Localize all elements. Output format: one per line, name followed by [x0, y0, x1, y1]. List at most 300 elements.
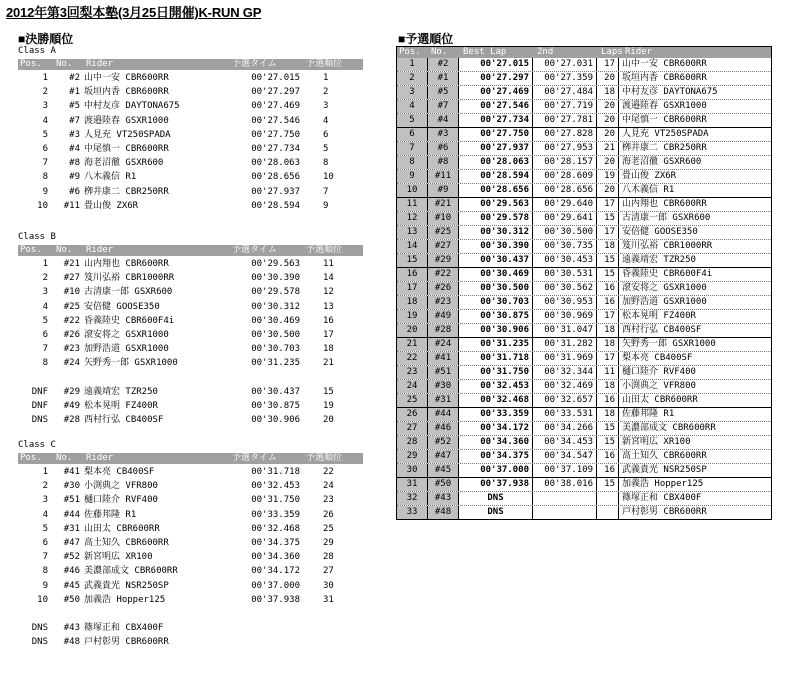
time-cell: 00'37.000 [251, 580, 300, 591]
table-row [397, 478, 771, 492]
qual-cell: 22 [323, 467, 334, 477]
class-header [18, 59, 363, 70]
qual-cell: 18 [323, 344, 334, 355]
time-cell: 00'28.594 [251, 200, 300, 211]
class-header [18, 245, 363, 256]
table-row [397, 464, 771, 478]
no-cell: #49 [428, 310, 459, 323]
no-cell: #9 [69, 172, 80, 183]
no-cell: #46 [428, 422, 459, 435]
second-cell: 00'34.266 [533, 422, 597, 435]
laps-cell: 20 [597, 156, 619, 169]
table-row [18, 622, 363, 635]
pos-cell: 3 [42, 101, 48, 112]
qual-cell: 2 [323, 87, 329, 98]
page-title: 2012年第3回梨本塾(3月25日開催)K-RUN GP [6, 5, 262, 20]
no-cell: #7 [69, 115, 80, 126]
second-cell: 00'30.953 [533, 296, 597, 309]
no-cell: #27 [63, 273, 80, 284]
table-row [18, 272, 363, 285]
no-cell: #47 [63, 538, 80, 548]
table-row [18, 523, 363, 536]
second-cell: 00'27.031 [533, 58, 597, 71]
col-qual: 予選順位 [306, 453, 343, 463]
best-lap-cell: 00'32.468 [459, 394, 533, 407]
laps-cell: 15 [597, 478, 619, 491]
no-cell: #4 [428, 114, 459, 127]
best-lap-cell: 00'33.359 [459, 408, 533, 421]
laps-cell [597, 506, 619, 519]
pos-cell: 7 [42, 552, 48, 563]
best-lap-cell: 00'31.235 [459, 338, 533, 351]
col-rider: Rider [86, 453, 114, 463]
qual-cell: 8 [323, 158, 329, 169]
table-row [397, 114, 771, 128]
second-cell: 00'32.657 [533, 394, 597, 407]
rider-cell: 山中一安 CBR600RR [84, 73, 169, 83]
pos-cell: 2 [397, 72, 428, 85]
table-row [397, 212, 771, 226]
qual-cell: 9 [323, 200, 329, 211]
best-lap-cell: 00'29.563 [459, 198, 533, 211]
qual-cell: 15 [323, 386, 334, 397]
best-lap-cell: 00'28.063 [459, 156, 533, 169]
qual-cell: 17 [323, 330, 334, 340]
time-cell: 00'31.235 [251, 358, 300, 369]
best-lap-cell: 00'30.437 [459, 254, 533, 267]
table-row [397, 170, 771, 184]
no-cell: #3 [69, 129, 80, 140]
no-cell: #25 [63, 301, 80, 312]
pos-cell: 8 [42, 566, 48, 577]
pos-cell: 10 [37, 200, 48, 211]
rider-cell: 笈川弘裕 CBR1000RR [622, 241, 713, 251]
pos-cell: 1 [42, 73, 48, 83]
no-cell: #2 [428, 58, 459, 71]
table-row [18, 100, 363, 113]
qual-cell: 20 [323, 415, 334, 425]
time-cell: 00'29.578 [251, 287, 300, 298]
table-row [397, 268, 771, 282]
best-lap-cell: 00'27.469 [459, 86, 533, 99]
pos-cell: 15 [397, 254, 428, 267]
pos-cell: 16 [397, 268, 428, 281]
table-row [397, 86, 771, 100]
no-cell: #49 [63, 400, 80, 411]
rider-cell: 梨本亮 CB400SF [622, 353, 693, 363]
table-row [397, 408, 771, 422]
no-cell: #30 [63, 481, 80, 492]
class-header [18, 453, 363, 464]
laps-cell: 16 [597, 450, 619, 463]
qual-cell: 25 [323, 523, 334, 534]
pos-cell: 6 [42, 144, 48, 154]
pos-cell: DNS [31, 623, 48, 633]
rider-cell: 戸村彰男 CBR600RR [84, 637, 169, 648]
pos-cell: 6 [397, 128, 428, 141]
qual-cell: 24 [323, 481, 334, 492]
best-lap-cell: 00'31.750 [459, 366, 533, 379]
second-cell: 00'28.157 [533, 156, 597, 169]
rider-cell: 篠塚正和 CBX400F [84, 623, 164, 633]
second-cell: 00'29.641 [533, 212, 597, 225]
no-cell: #9 [428, 184, 459, 197]
second-cell: 00'30.531 [533, 268, 597, 281]
time-cell: 00'31.718 [251, 467, 300, 477]
second-cell: 00'30.562 [533, 282, 597, 295]
second-cell: 00'37.109 [533, 464, 597, 477]
rider-cell: 坂垣内香 CBR600RR [84, 87, 169, 98]
table-row [18, 551, 363, 564]
laps-cell: 20 [597, 184, 619, 197]
laps-cell: 11 [597, 366, 619, 379]
qual-cell: 29 [323, 538, 334, 548]
pos-cell: 2 [42, 87, 48, 98]
table-row [397, 436, 771, 450]
qual-cell: 6 [323, 129, 329, 140]
no-cell: #5 [69, 101, 80, 112]
pos-cell: 9 [397, 170, 428, 183]
table-row [397, 380, 771, 394]
no-cell: #30 [428, 380, 459, 393]
time-cell: 00'30.390 [251, 273, 300, 284]
laps-cell: 18 [597, 338, 619, 351]
second-cell [533, 506, 597, 519]
rider-cell: 新宮明広 XR100 [622, 437, 691, 447]
laps-cell: 20 [597, 72, 619, 85]
table-row [18, 186, 363, 199]
rider-cell: 加義浩 Hopper125 [84, 594, 166, 605]
laps-cell: 15 [597, 254, 619, 267]
no-cell: #50 [63, 594, 80, 605]
table-row [397, 492, 771, 506]
laps-cell: 20 [597, 100, 619, 113]
table-row [18, 509, 363, 522]
table-row [397, 184, 771, 198]
no-cell: #28 [63, 415, 80, 425]
second-cell: 00'27.484 [533, 86, 597, 99]
laps-cell: 18 [597, 408, 619, 421]
time-cell: 00'30.703 [251, 344, 300, 355]
table-row [397, 506, 771, 519]
pos-cell: 5 [397, 114, 428, 127]
table-row [397, 282, 771, 296]
pos-cell: 5 [42, 523, 48, 534]
best-lap-cell: 00'37.000 [459, 464, 533, 477]
laps-cell: 15 [597, 422, 619, 435]
laps-cell [597, 492, 619, 505]
no-cell: #28 [428, 324, 459, 337]
col-best-lap: Best Lap [463, 47, 507, 57]
qual-cell: 14 [323, 273, 334, 284]
best-lap-cell: 00'27.015 [459, 58, 533, 71]
rider-cell: 人見充 VT250SPADA [622, 129, 709, 139]
table-row [397, 324, 771, 338]
table-row [18, 258, 363, 271]
second-cell: 00'32.344 [533, 366, 597, 379]
col-qual: 予選順位 [306, 245, 343, 255]
no-cell: #23 [428, 296, 459, 309]
laps-cell: 19 [597, 170, 619, 183]
table-row [18, 414, 363, 427]
no-cell: #52 [63, 552, 80, 563]
pos-cell: 12 [397, 212, 428, 225]
final-heading: ■決勝順位 [18, 32, 74, 46]
rider-cell: 海老沼徹 GSXR600 [84, 158, 164, 169]
second-cell: 00'27.359 [533, 72, 597, 85]
qual-cell: 31 [323, 594, 334, 605]
no-cell: #41 [428, 352, 459, 365]
table-row [397, 450, 771, 464]
rider-cell: 小渕典之 VFR800 [84, 481, 158, 492]
best-lap-cell: 00'30.390 [459, 240, 533, 253]
best-lap-cell: 00'27.734 [459, 114, 533, 127]
pos-cell: 3 [42, 287, 48, 298]
pos-cell: 32 [397, 492, 428, 505]
pos-cell: DNS [31, 637, 48, 648]
rider-cell: 山田太 CBR600RR [84, 523, 160, 534]
no-cell: #29 [428, 254, 459, 267]
no-cell: #6 [428, 142, 459, 155]
table-row [18, 301, 363, 314]
pos-cell: 4 [42, 301, 48, 312]
time-cell: 00'30.437 [251, 386, 300, 397]
no-cell: #48 [63, 637, 80, 648]
qual-cell: 10 [323, 172, 334, 183]
time-cell: 00'34.172 [251, 566, 300, 577]
rider-cell: 滾安将之 GSXR1000 [622, 283, 707, 293]
rider-cell: 滾安将之 GSXR1000 [84, 330, 169, 340]
qual-cell: 30 [323, 580, 334, 591]
table-row [397, 142, 771, 156]
best-lap-cell: DNS [459, 492, 533, 505]
table-row [397, 156, 771, 170]
no-cell: #5 [428, 86, 459, 99]
table-row [397, 338, 771, 352]
table-row [397, 422, 771, 436]
rider-cell: 山内翔也 CBR600RR [622, 199, 707, 209]
table-row [397, 226, 771, 240]
rider-cell: 中村友彦 DAYTONA675 [84, 101, 180, 112]
qual-cell: 19 [323, 400, 334, 411]
qualifying-heading: ■予選順位 [398, 32, 454, 46]
no-cell: #45 [63, 580, 80, 591]
rider-cell: 小渕典之 VFR800 [622, 381, 696, 391]
rider-cell: 西村行弘 CB400SF [622, 325, 702, 335]
pos-cell: 18 [397, 296, 428, 309]
time-cell: 00'34.375 [251, 538, 300, 548]
time-cell: 00'28.063 [251, 158, 300, 169]
pos-cell: 8 [42, 358, 48, 369]
table-row [397, 366, 771, 380]
second-cell: 00'28.609 [533, 170, 597, 183]
rider-cell: 矢野秀一郎 GSXR1000 [84, 358, 178, 369]
table-row [18, 115, 363, 128]
time-cell: 00'27.297 [251, 87, 300, 98]
rider-cell: 美濃部成文 CBR600RR [84, 566, 178, 577]
col-second: 2nd [537, 47, 554, 57]
class-label: Class B [18, 232, 56, 242]
table-row [18, 494, 363, 507]
second-cell: 00'34.453 [533, 436, 597, 449]
pos-cell: 6 [42, 538, 48, 548]
pos-cell: 1 [42, 467, 48, 477]
no-cell: #11 [428, 170, 459, 183]
best-lap-cell: 00'34.360 [459, 436, 533, 449]
best-lap-cell: 00'27.546 [459, 100, 533, 113]
pos-cell: DNF [31, 386, 48, 397]
pos-cell: 3 [397, 86, 428, 99]
laps-cell: 18 [597, 324, 619, 337]
no-cell: #47 [428, 450, 459, 463]
rider-cell: 古清康一郎 GSXR600 [622, 213, 711, 223]
rider-cell: 昏義陸史 CBR600F4i [622, 269, 713, 279]
second-cell: 00'30.735 [533, 240, 597, 253]
laps-cell: 20 [597, 128, 619, 141]
laps-cell: 17 [597, 198, 619, 211]
rider-cell: 篠塚正和 CBX400F [622, 493, 702, 503]
time-cell: 00'27.734 [251, 144, 300, 154]
time-cell: 00'34.360 [251, 552, 300, 563]
rider-cell: 美濃部成文 CBR600RR [622, 423, 716, 433]
table-row [18, 343, 363, 356]
no-cell: #51 [428, 366, 459, 379]
no-cell: #51 [63, 495, 80, 506]
second-cell: 00'31.969 [533, 352, 597, 365]
no-cell: #2 [69, 73, 80, 83]
time-cell: 00'27.015 [251, 73, 300, 83]
pos-cell: 5 [42, 315, 48, 326]
second-cell: 00'27.719 [533, 100, 597, 113]
rider-cell: 安倍健 GOOSE350 [84, 301, 160, 312]
col-pos: Pos. [399, 47, 421, 57]
rider-cell: 坂垣内香 CBR600RR [622, 73, 707, 83]
second-cell: 00'27.781 [533, 114, 597, 127]
no-cell: #7 [428, 100, 459, 113]
time-cell: 00'29.563 [251, 259, 300, 269]
no-cell: #44 [63, 509, 80, 520]
rider-cell: 畳山俊 ZX6R [622, 171, 677, 181]
time-cell: 00'30.875 [251, 400, 300, 411]
no-cell: #50 [428, 478, 459, 491]
rider-cell: 佐藤邦隆 R1 [622, 409, 675, 419]
pos-cell: 4 [42, 509, 48, 520]
pos-cell: 13 [397, 226, 428, 239]
rider-cell: 戸村彰男 CBR600RR [622, 507, 707, 517]
no-cell: #27 [428, 240, 459, 253]
table-row [18, 580, 363, 593]
laps-cell: 15 [597, 436, 619, 449]
rider-cell: 山田太 CBR600RR [622, 395, 698, 405]
rider-cell: 八木義信 R1 [84, 172, 137, 183]
second-cell: 00'29.640 [533, 198, 597, 211]
rider-cell: 畳山俊 ZX6R [84, 200, 139, 211]
col-time: 予選タイム [232, 59, 277, 69]
time-cell: 00'30.312 [251, 301, 300, 312]
table-row [18, 565, 363, 578]
second-cell: 00'30.500 [533, 226, 597, 239]
second-cell: 00'34.547 [533, 450, 597, 463]
rider-cell: 中尾慎一 CBR600RR [84, 144, 169, 154]
no-cell: #45 [428, 464, 459, 477]
col-no: No. [56, 59, 73, 69]
rider-cell: 人見充 VT250SPADA [84, 129, 171, 140]
second-cell: 00'33.531 [533, 408, 597, 421]
rider-cell: 山中一安 CBR600RR [622, 59, 707, 69]
no-cell: #29 [63, 386, 80, 397]
table-row [18, 636, 363, 649]
table-row [18, 157, 363, 170]
rider-cell: 武義貴光 NSR250SP [622, 465, 707, 475]
rider-cell: 武義貴光 NSR250SP [84, 580, 169, 591]
rider-cell: 笈川弘裕 CBR1000RR [84, 273, 175, 284]
rider-cell: 佐藤邦隆 R1 [84, 509, 137, 520]
table-row [397, 394, 771, 408]
table-row [18, 315, 363, 328]
rider-cell: 中尾慎一 CBR600RR [622, 115, 707, 125]
no-cell: #25 [428, 226, 459, 239]
rider-cell: 西村行弘 CB400SF [84, 415, 164, 425]
best-lap-cell: 00'27.297 [459, 72, 533, 85]
time-cell: 00'28.656 [251, 172, 300, 183]
no-cell: #1 [428, 72, 459, 85]
best-lap-cell: 00'34.375 [459, 450, 533, 463]
pos-cell: 2 [42, 481, 48, 492]
no-cell: #8 [428, 156, 459, 169]
table-row [397, 100, 771, 114]
pos-cell: 29 [397, 450, 428, 463]
rider-cell: 古清康一郎 GSXR600 [84, 287, 173, 298]
pos-cell: 1 [42, 259, 48, 269]
table-row [18, 400, 363, 413]
no-cell: #21 [428, 198, 459, 211]
class-label: Class A [18, 46, 56, 56]
rider-cell: 昏義陸史 CBR600F4i [84, 315, 175, 326]
no-cell: #44 [428, 408, 459, 421]
pos-cell: 10 [397, 184, 428, 197]
qual-cell: 13 [323, 301, 334, 312]
no-cell: #23 [63, 344, 80, 355]
table-row [18, 594, 363, 607]
pos-cell: DNS [31, 415, 48, 425]
qual-cell: 27 [323, 566, 334, 577]
rider-cell: 松本晃明 FZ400R [84, 400, 158, 411]
pos-cell: 7 [397, 142, 428, 155]
no-cell: #10 [63, 287, 80, 298]
pos-cell: 10 [37, 594, 48, 605]
no-cell: #22 [428, 268, 459, 281]
second-cell: 00'31.282 [533, 338, 597, 351]
pos-cell: 4 [42, 115, 48, 126]
qualifying-header [397, 47, 771, 58]
table-row [18, 200, 363, 213]
table-row [397, 240, 771, 254]
pos-cell: 17 [397, 282, 428, 295]
pos-cell: 30 [397, 464, 428, 477]
table-row [18, 72, 363, 85]
table-row [397, 128, 771, 142]
best-lap-cell: 00'31.718 [459, 352, 533, 365]
rider-cell: 松本晃明 FZ400R [622, 311, 696, 321]
rider-cell: 矢野秀一郎 GSXR1000 [622, 339, 716, 349]
best-lap-cell: 00'28.656 [459, 184, 533, 197]
rider-cell: 山内翔也 CBR600RR [84, 259, 169, 269]
laps-cell: 16 [597, 296, 619, 309]
rider-cell: 加義浩 Hopper125 [622, 479, 704, 489]
second-cell: 00'38.016 [533, 478, 597, 491]
rider-cell: 新宮明広 XR100 [84, 552, 153, 563]
no-cell: #26 [63, 330, 80, 340]
